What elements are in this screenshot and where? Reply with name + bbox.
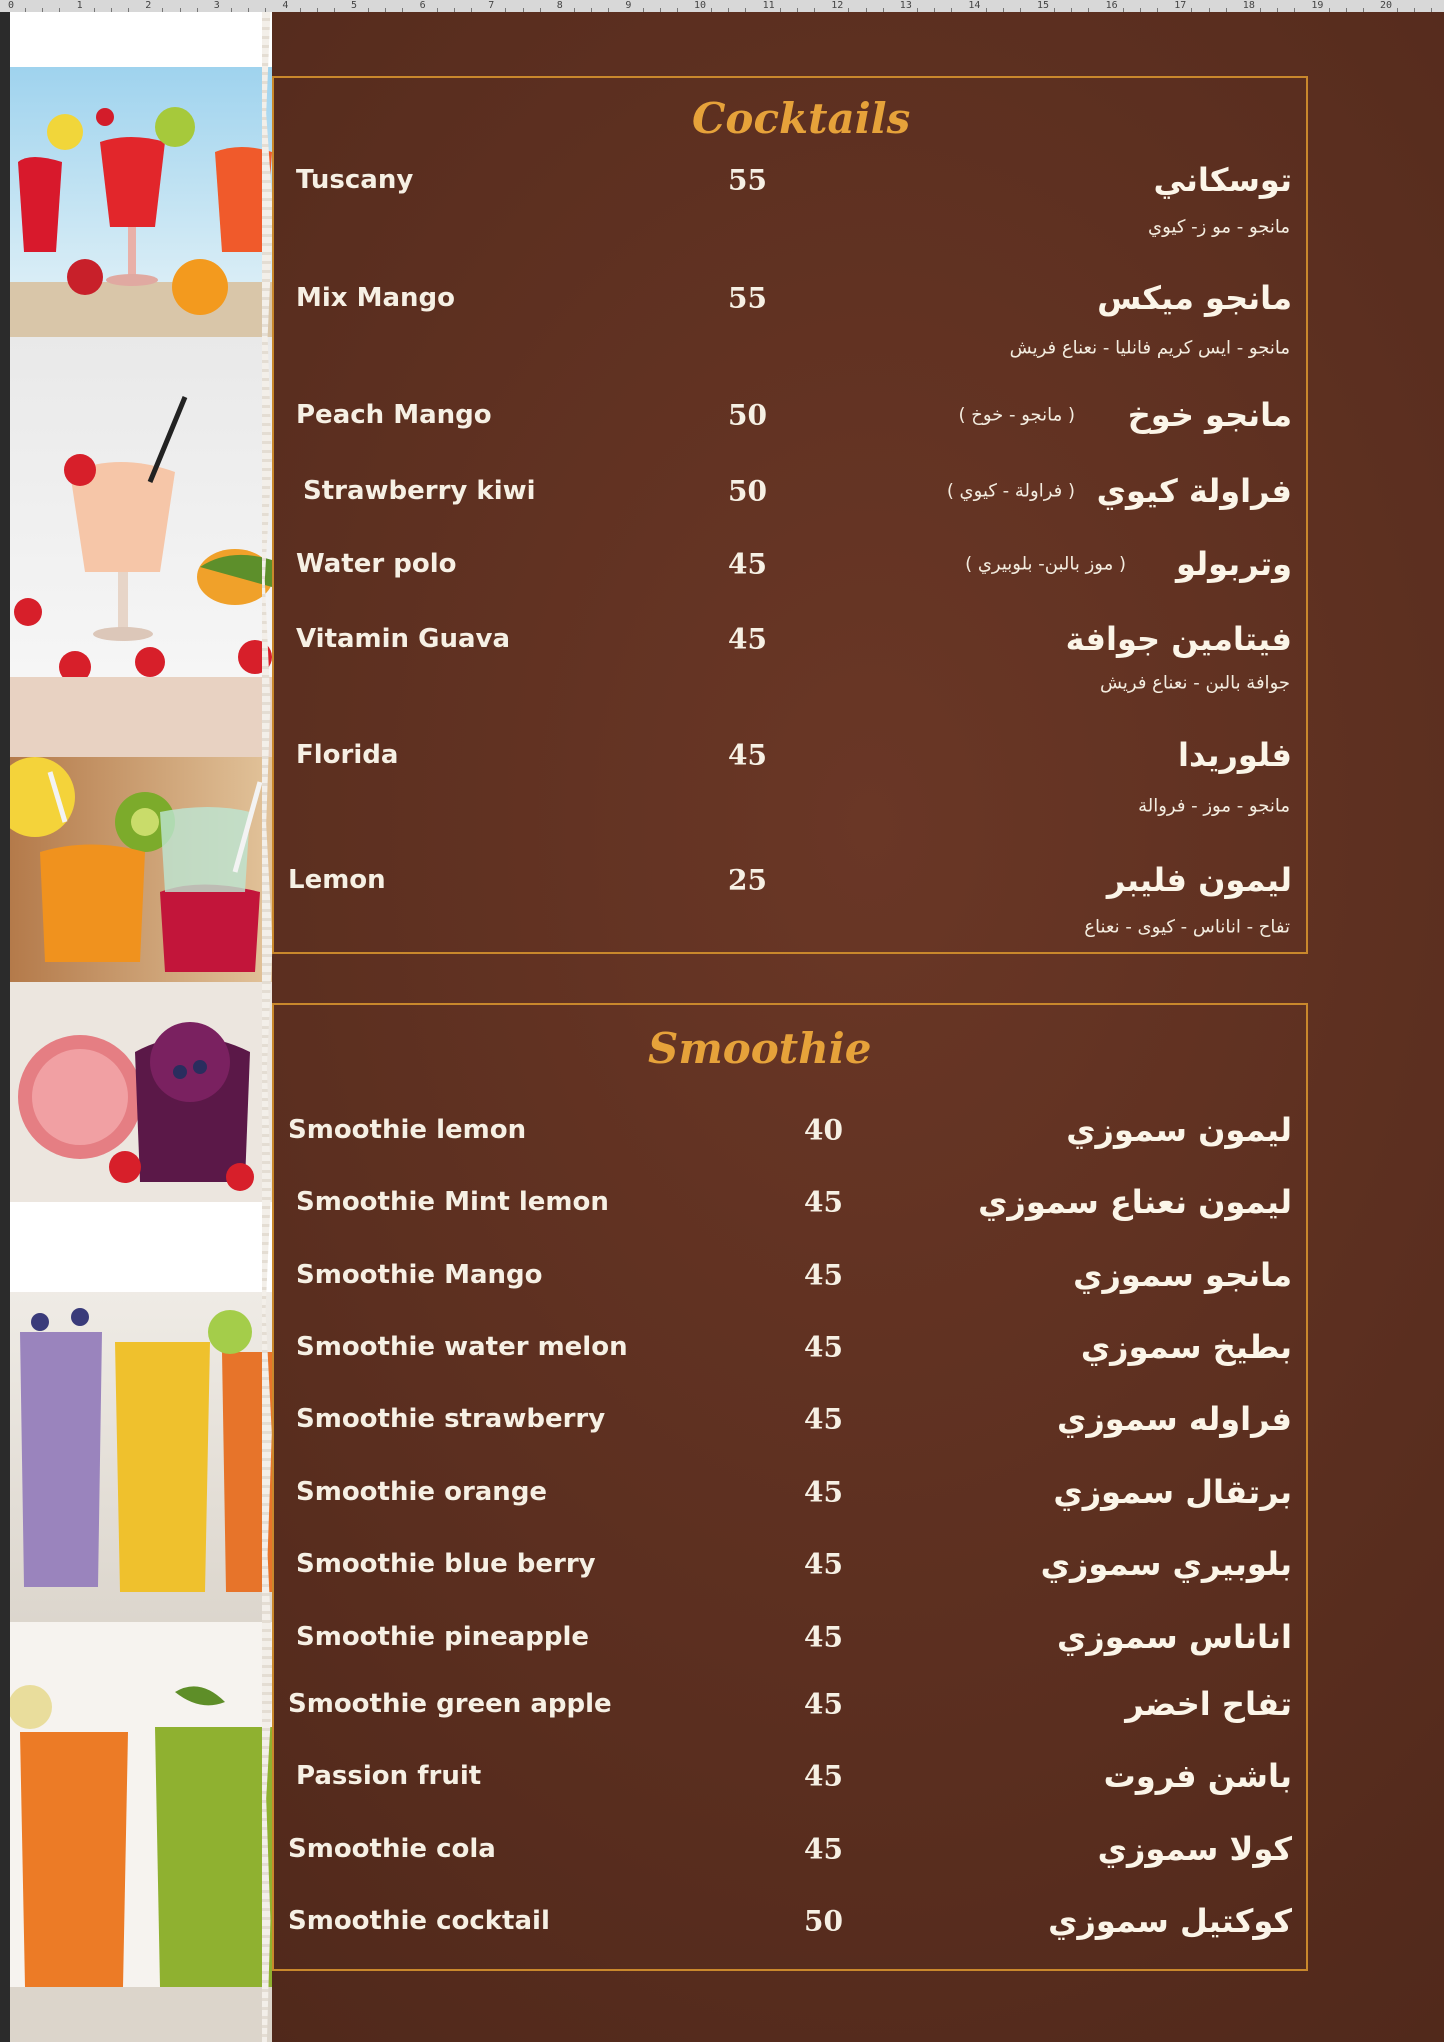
item-price: 40 — [804, 1113, 843, 1147]
item-name-ar: باشن فروت — [1103, 1757, 1292, 1795]
item-name-ar: كوكتيل سموزي — [1048, 1902, 1292, 1940]
item-ingredients-ar: ( مانجو - خوخ ) — [958, 404, 1075, 426]
item-price: 45 — [728, 622, 767, 656]
item-price: 45 — [804, 1330, 843, 1364]
item-description-ar: مانجو - موز - فروالة — [1138, 795, 1290, 817]
item-name-en: Mix Mango — [296, 283, 456, 313]
item-price: 50 — [804, 1904, 843, 1938]
item-description-ar: مانجو - ايس كريم فانليا - نعناع فريش — [1009, 337, 1290, 359]
item-name-ar: ليمون سموزي — [1066, 1111, 1292, 1149]
ruler-number: 19 — [1311, 0, 1324, 11]
item-name-en: Smoothie lemon — [288, 1115, 527, 1145]
ruler-number: 17 — [1174, 0, 1187, 11]
item-name-ar: توسكاني — [1153, 161, 1292, 199]
ruler-number: 6 — [419, 0, 426, 11]
ruler-number: 12 — [831, 0, 844, 11]
item-price: 50 — [728, 398, 767, 432]
item-name-ar: فراولة كيوي — [1096, 472, 1292, 510]
item-name-ar: ليمون فليبر — [1106, 861, 1292, 899]
item-price: 45 — [804, 1687, 843, 1721]
item-name-en: Smoothie strawberry — [296, 1404, 606, 1434]
item-name-en: Smoothie Mint lemon — [296, 1187, 609, 1217]
cocktails-title: Cocktails — [692, 94, 911, 143]
item-name-ar: كولا سموزي — [1097, 1830, 1292, 1868]
item-name-ar: اناناس سموزي — [1056, 1618, 1292, 1656]
item-name-en: Lemon — [288, 865, 386, 895]
item-name-en: Smoothie pineapple — [296, 1622, 590, 1652]
ruler-number: 2 — [145, 0, 152, 11]
item-price: 45 — [804, 1402, 843, 1436]
item-name-en: Passion fruit — [296, 1761, 482, 1791]
item-name-en: Smoothie green apple — [288, 1689, 612, 1719]
item-name-en: Smoothie Mango — [296, 1260, 543, 1290]
item-price: 45 — [804, 1620, 843, 1654]
item-name-en: Smoothie blue berry — [296, 1549, 596, 1579]
fruit-drink-photo-strip — [10, 12, 272, 2042]
ruler-number: 5 — [351, 0, 358, 11]
item-price: 45 — [804, 1475, 843, 1509]
item-name-ar: بطيخ سموزي — [1080, 1328, 1292, 1366]
item-name-ar: مانجو ميكس — [1097, 279, 1292, 317]
item-ingredients-ar: ( فراولة - كيوي ) — [946, 480, 1075, 502]
item-name-ar: فيتامين جوافة — [1065, 620, 1292, 658]
ruler-number: 14 — [968, 0, 981, 11]
item-price: 45 — [804, 1258, 843, 1292]
item-name-en: Smoothie water melon — [296, 1332, 628, 1362]
item-name-en: Water polo — [296, 549, 457, 579]
ruler-number: 16 — [1105, 0, 1118, 11]
item-name-ar: مانجو خوخ — [1127, 396, 1292, 434]
ruler-number: 10 — [694, 0, 707, 11]
item-price: 45 — [804, 1759, 843, 1793]
item-name-en: Smoothie cola — [288, 1834, 496, 1864]
item-name-ar: مانجو سموزي — [1073, 1256, 1292, 1294]
item-price: 45 — [804, 1832, 843, 1866]
item-name-en: Smoothie cocktail — [288, 1906, 550, 1936]
item-name-en: Florida — [296, 740, 399, 770]
item-price: 45 — [804, 1185, 843, 1219]
ruler-number: 1 — [76, 0, 83, 11]
ruler-number: 0 — [8, 0, 15, 11]
item-price: 50 — [728, 474, 767, 508]
cocktails-frame — [272, 76, 1308, 954]
ruler-number: 9 — [625, 0, 632, 11]
item-name-en: Tuscany — [296, 165, 414, 195]
item-price: 45 — [728, 738, 767, 772]
item-name-en: Strawberry kiwi — [303, 476, 536, 506]
canvas-edge — [0, 12, 10, 2042]
item-name-ar: فراوله سموزي — [1056, 1400, 1292, 1438]
item-description-ar: جوافة بالبن - نعناع فريش — [1099, 672, 1290, 694]
ruler-number: 7 — [488, 0, 495, 11]
item-price: 55 — [728, 281, 767, 315]
item-name-en: Smoothie orange — [296, 1477, 548, 1507]
ruler-number: 13 — [899, 0, 912, 11]
fruit-drink-photo-icon — [10, 12, 272, 2042]
item-price: 55 — [728, 163, 767, 197]
item-description-ar: تفاح - اناناس - كيوى - نعناع — [1084, 916, 1290, 938]
item-price: 45 — [804, 1547, 843, 1581]
item-description-ar: مانجو - مو ز- كيوي — [1148, 216, 1290, 238]
item-name-en: Peach Mango — [296, 400, 492, 430]
ruler-number: 4 — [282, 0, 289, 11]
smoothie-title: Smoothie — [648, 1024, 872, 1073]
item-name-ar: بلوبيري سموزي — [1040, 1545, 1292, 1583]
ruler-number: 20 — [1380, 0, 1393, 11]
item-ingredients-ar: ( موز بالبن- بلوبيري ) — [965, 553, 1126, 575]
item-price: 45 — [728, 547, 767, 581]
ruler-number: 18 — [1242, 0, 1255, 11]
ruler-number: 11 — [762, 0, 775, 11]
item-name-en: Vitamin Guava — [296, 624, 511, 654]
ruler-number: 15 — [1037, 0, 1050, 11]
item-price: 25 — [728, 863, 767, 897]
item-name-ar: ليمون نعناع سموزي — [978, 1183, 1292, 1221]
ruler-number: 8 — [556, 0, 563, 11]
item-name-ar: تفاح اخضر — [1125, 1685, 1292, 1723]
item-name-ar: وتربولو — [1176, 545, 1292, 583]
ruler-number: 3 — [213, 0, 220, 11]
item-name-ar: فلوريدا — [1178, 736, 1292, 774]
item-name-ar: برتقال سموزي — [1053, 1473, 1292, 1511]
